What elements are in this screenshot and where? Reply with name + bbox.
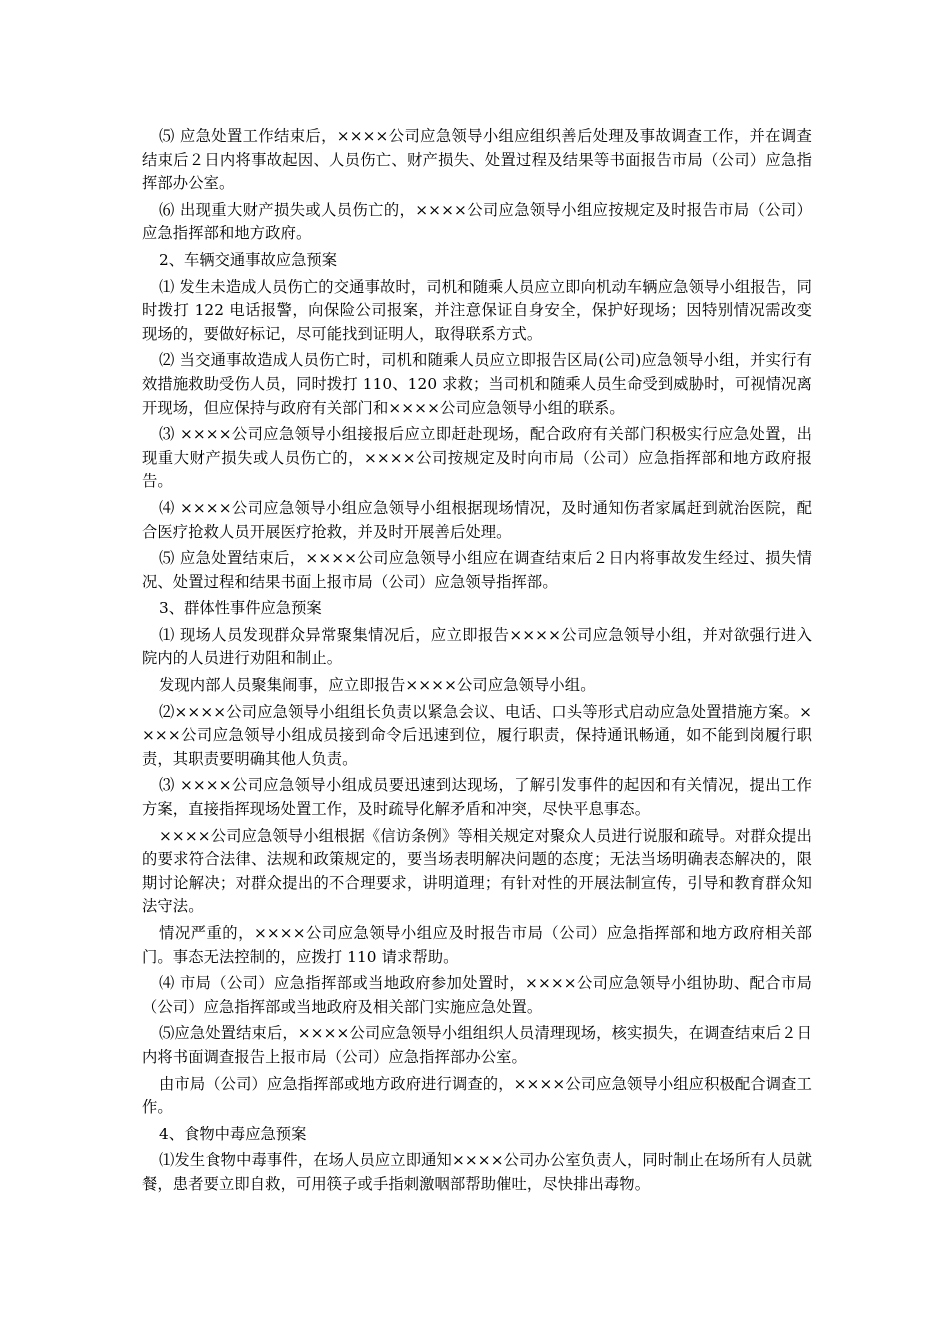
paragraph: ⑵××××公司应急领导小组组长负责以紧急会议、电话、口头等形式启动应急处置措施方案。××××公司应急领导小组成员接到命令后迅速到位，履行职责，保持通讯畅通，如不能到岗履行职责，其职责要明确其他人负责。 <box>142 702 812 768</box>
section-heading: 2、车辆交通事故应急预案 <box>159 250 337 269</box>
section-heading: 4、食物中毒应急预案 <box>159 1124 307 1143</box>
document-page <box>142 125 812 1200</box>
paragraph: ⑷ ××××公司应急领导小组应急领导小组根据现场情况，及时通知伤者家属赶到就治医院，配合医疗抢救人员开展医疗抢救，并及时开展善后处理。 <box>142 498 812 541</box>
paragraph: ⑸ 应急处置工作结束后，××××公司应急领导小组应组织善后处理及事故调查工作，并在调查结束后２日内将事故起因、人员伤亡、财产损失、处置过程及结果等书面报告市局（公司）应急指挥部办公室。 <box>142 127 812 193</box>
paragraph: 发现内部人员聚集闹事，应立即报告××××公司应急领导小组。 <box>159 676 596 695</box>
paragraph: ⑷ 市局（公司）应急指挥部或当地政府参加处置时，××××公司应急领导小组协助、配合市局（公司）应急指挥部或当地政府及相关部门实施应急处置。 <box>142 974 812 1016</box>
paragraph: ⑹ 出现重大财产损失或人员伤亡的，××××公司应急领导小组应按规定及时报告市局（公司）应急指挥部和地方政府。 <box>142 200 812 243</box>
paragraph: 情况严重的，××××公司应急领导小组应及时报告市局（公司）应急指挥部和地方政府相关部门。事态无法控制的，应拨打 110 请求帮助。 <box>142 924 812 966</box>
paragraph: ⑴ 发生未造成人员伤亡的交通事故时，司机和随乘人员应立即向机动车辆应急领导小组报告，同时拨打 122 电话报警，向保险公司报案，并注意保证自身安全，保护好现场；因特别情况需改变现场的，要做好标记，尽可能找到证明人，取得联系方式。 <box>142 277 812 343</box>
paragraph: ⑵ 当交通事故造成人员伤亡时，司机和随乘人员应立即报告区局(公司)应急领导小组，并实行有效措施救助受伤人员，同时拨打 110、120 求救；当司机和随乘人员生命受到威胁时，可视情况离开现场，但应保持与政府有关部门和××××公司应急领导小组的联系。 <box>142 351 812 417</box>
paragraph: 由市局（公司）应急指挥部或地方政府进行调查的，××××公司应急领导小组应积极配合调查工作。 <box>142 1074 812 1117</box>
paragraph: ××××公司应急领导小组根据《信访条例》等相关规定对聚众人员进行说服和疏导。对群众提出的要求符合法律、法规和政策规定的，要当场表明解决问题的态度；无法当场明确表态解决的，限期讨论解决；对群众提出的不合理要求，讲明道理；有针对性的开展法制宣传，引导和教育群众知法守法。 <box>142 826 812 916</box>
paragraph: ⑴ 现场人员发现群众异常聚集情况后，应立即报告××××公司应急领导小组，并对欲强行进入院内的人员进行劝阻和制止。 <box>142 625 812 668</box>
paragraph: ⑸ 应急处置结束后，××××公司应急领导小组应在调查结束后２日内将事故发生经过、损失情况、处置过程和结果书面上报市局（公司）应急领导指挥部。 <box>142 549 812 591</box>
paragraph: ⑶ ××××公司应急领导小组成员要迅速到达现场，了解引发事件的起因和有关情况，提出工作方案，直接指挥现场处置工作，及时疏导化解矛盾和冲突，尽快平息事态。 <box>142 776 812 819</box>
paragraph: ⑶ ××××公司应急领导小组接报后应立即赶赴现场，配合政府有关部门积极实行应急处置，出现重大财产损失或人员伤亡的，××××公司按规定及时向市局（公司）应急指挥部和地方政府报告。 <box>142 425 812 491</box>
paragraph: ⑸应急处置结束后，××××公司应急领导小组组织人员清理现场，核实损失，在调查结束后２日内将书面调查报告上报市局（公司）应急指挥部办公室。 <box>142 1024 812 1066</box>
section-heading: 3、群体性事件应急预案 <box>159 599 322 618</box>
paragraph: ⑴发生食物中毒事件，在场人员应立即通知××××公司办公室负责人，同时制止在场所有人员就餐，患者要立即自救，可用筷子或手指刺激咽部帮助催吐，尽快排出毒物。 <box>142 1151 812 1193</box>
